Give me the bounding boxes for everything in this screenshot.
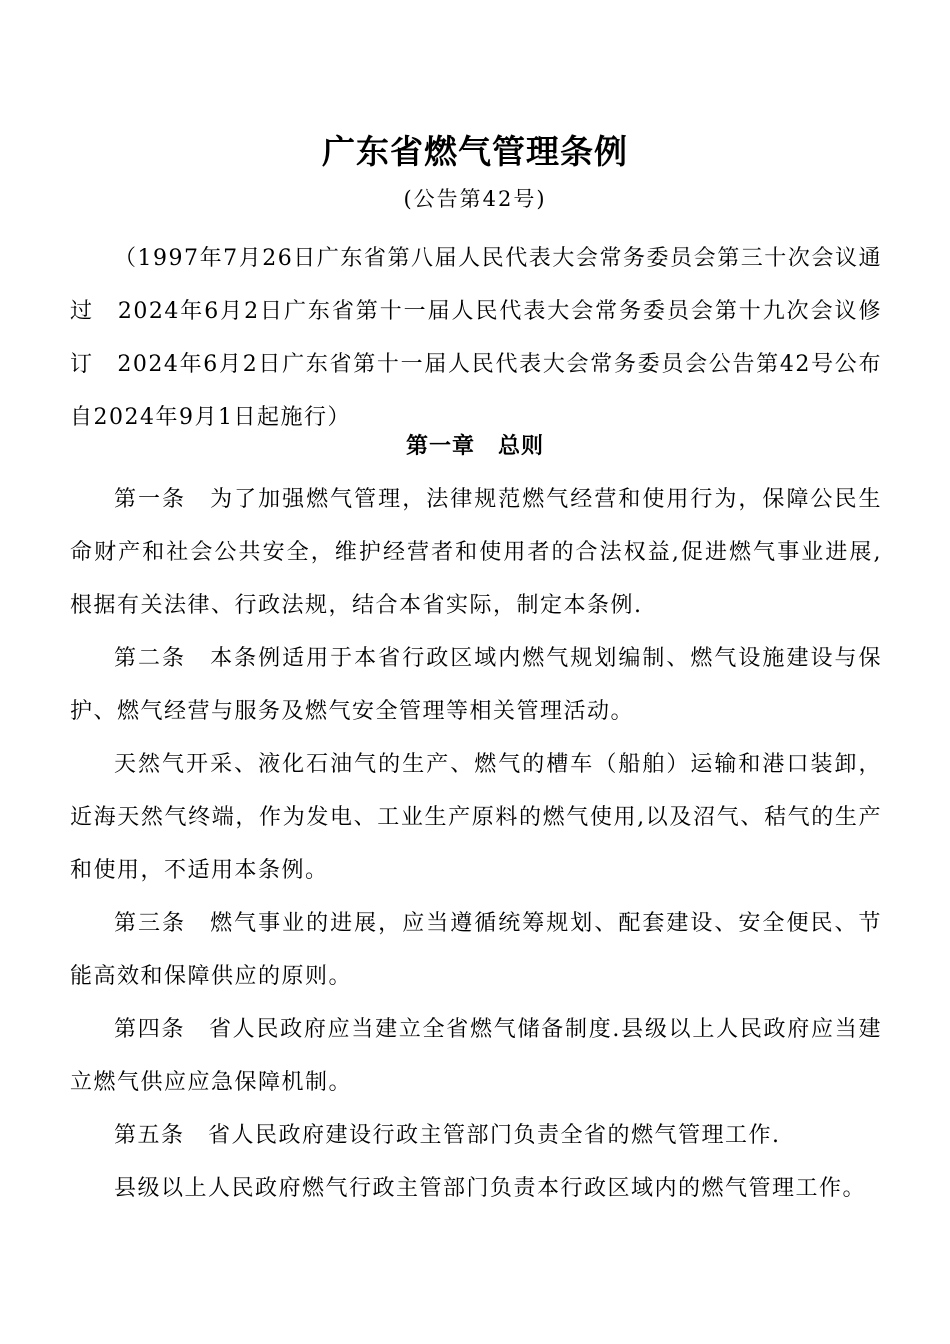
chapter-heading: 第一章 总则: [405, 434, 544, 459]
article-paragraph: 第一条 为了加强燃气管理，法律规范燃气经营和使用行为，保障公民生命财产和社会公共安全，维护经营者和使用者的合法权益,促进燃气事业进展,根据有关法律、行政法规，结合本省实际，制定本条例.: [70, 487, 882, 618]
document-title: 广东省燃气管理条例: [322, 132, 628, 171]
preamble-paragraph: （1997年7月26日广东省第八届人民代表大会常务委员会第三十次会议通过 2024年6月2日广东省第十一届人民代表大会常务委员会第十九次会议修订 2024年6月2日广东省第十一届人民代表大会常务委员会公告第42号公布 自2024年9月1日起施行）: [70, 246, 906, 430]
document-subtitle: (公告第42号): [403, 187, 547, 211]
article-paragraph: 第四条 省人民政府应当建立全省燃气储备制度.县级以上人民政府应当建立燃气供应应急保障机制。: [70, 1017, 882, 1095]
article-paragraph: 第五条 省人民政府建设行政主管部门负责全省的燃气管理工作.: [114, 1123, 781, 1148]
article-paragraph: 县级以上人民政府燃气行政主管部门负责本行政区域内的燃气管理工作。: [114, 1176, 867, 1201]
chapter-body: [70, 473, 882, 1215]
article-paragraph: 第三条 燃气事业的进展，应当遵循统筹规划、配套建设、安全便民、节能高效和保障供应的原则。: [70, 911, 882, 989]
preamble-block: [70, 232, 906, 444]
article-paragraph: 第二条 本条例适用于本省行政区域内燃气规划编制、燃气设施建设与保护、燃气经营与服务及燃气安全管理等相关管理活动。: [70, 646, 882, 724]
article-paragraph: 天然气开采、液化石油气的生产、燃气的槽车（船舶）运输和港口装卸，近海天然气终端，作为发电、工业生产原料的燃气使用,以及沼气、秸气的生产和使用，不适用本条例。: [70, 752, 882, 883]
